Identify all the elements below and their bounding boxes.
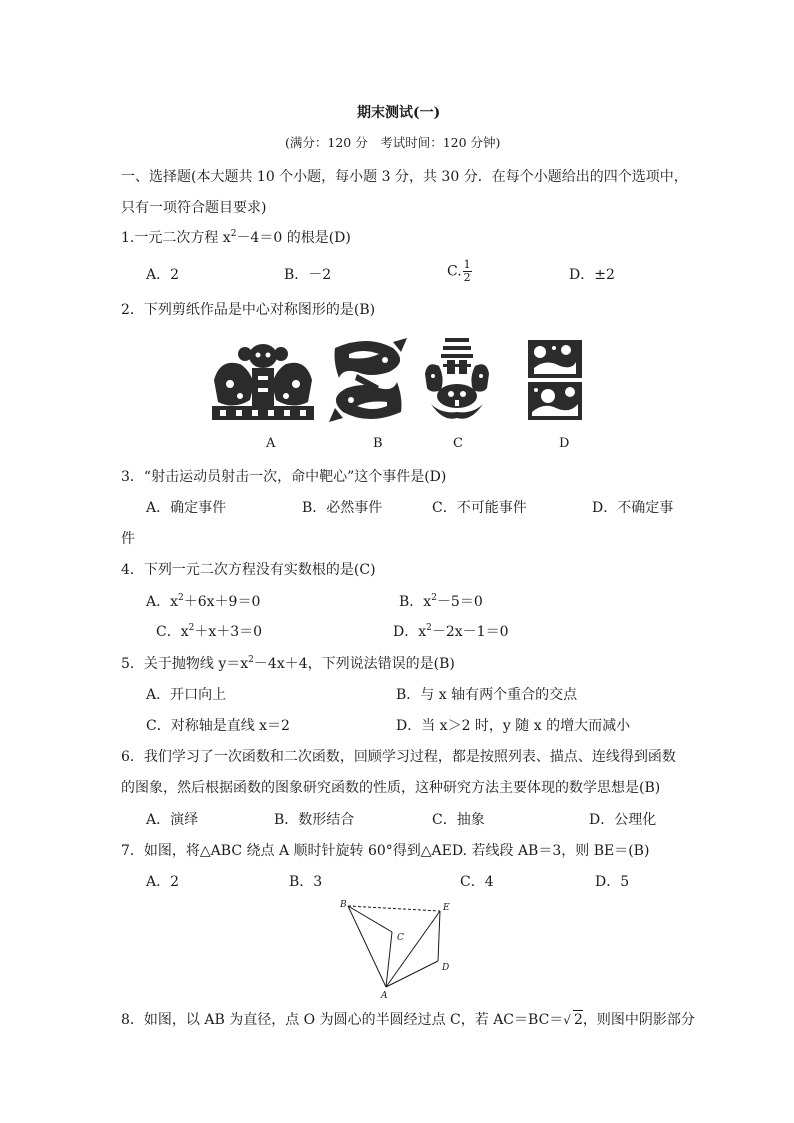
q5-stem-part: －4x＋4，下列说法错误的是(B) <box>253 656 455 672</box>
q3-option-a: A．确定事件 <box>146 500 227 516</box>
vertex-label-a: A <box>381 991 388 1001</box>
q4-superscript: 2 <box>188 623 195 633</box>
q1-stem-part: －4＝0 的根是(D) <box>236 230 351 246</box>
q4-superscript: 2 <box>431 593 437 603</box>
q3-option-b: B．必然事件 <box>302 500 383 516</box>
vertex-label-c: C <box>397 933 404 943</box>
q5-option-b: B．与 x 轴有两个重合的交点 <box>396 687 578 703</box>
q4-option-d <box>393 623 508 641</box>
figure-label-c: C <box>453 436 463 451</box>
q8-stem-part: ，则图中阴影部分 <box>582 1012 695 1028</box>
q5-option-d: D．当 x＞2 时，y 随 x 的增大而减小 <box>396 718 631 734</box>
q8-sqrt-radicand: 2 <box>573 1012 583 1028</box>
page-subtitle: (满分：120 分 考试时间：120 分钟) <box>285 135 501 150</box>
q1-superscript: 2 <box>230 229 237 239</box>
section-instructions-line1: 一、选择题(本大题共 10 个小题，每小题 3 分，共 30 分．在每个小题给出的四个选项中， <box>121 169 688 185</box>
paper-cut-c-image <box>423 338 491 422</box>
question-6-line1: 6．我们学习了一次函数和二次函数，回顾学习过程，都是按照列表、描点、连线得到函数 <box>121 749 676 765</box>
q8-stem-part: 8．如图，以 AB 为直径，点 O 为圆心的半圆经过点 C，若 AC＝BC＝ <box>121 1012 564 1028</box>
figure-label-a: A <box>266 436 276 451</box>
q6-option-d: D．公理化 <box>589 812 657 828</box>
question-8-stem: 8．如图，以 AB 为直径，点 O 为圆心的半圆经过点 C，若 AC＝BC＝√ 2，则图中阴影部分 <box>121 1012 695 1028</box>
q7-option-b: B．3 <box>289 874 323 890</box>
question-5-stem <box>121 655 455 673</box>
q5-option-a: A．开口向上 <box>146 687 227 703</box>
vertex-label-d: D <box>442 963 450 973</box>
rotation-triangle-figure <box>336 896 460 1002</box>
q5-stem-part: 5．关于抛物线 y＝x <box>121 656 249 672</box>
question-2-stem: 2．下列剪纸作品是中心对称图形的是(B) <box>121 302 376 318</box>
q1-option-c <box>447 259 472 284</box>
q3-option-d-wrap: 件 <box>121 531 135 547</box>
question-1-stem <box>121 229 351 247</box>
section-instructions-line2: 只有一项符合题目要求) <box>121 200 267 216</box>
q1-fraction <box>463 259 472 284</box>
fraction-numerator: 1 <box>463 258 471 271</box>
q4-option-a <box>146 593 260 611</box>
q5-superscript: 2 <box>248 655 254 665</box>
question-7-stem: 7．如图，将△ABC 绕点 A 顺时针旋转 60°得到△AED. 若线段 AB＝3，则 BE＝(B) <box>121 843 650 859</box>
q4-option-d-text: －2x－1＝0 <box>431 624 509 640</box>
q4-option-c-text: ＋x＋3＝0 <box>194 624 263 640</box>
q1-option-d: D．±2 <box>569 267 615 283</box>
q5-option-c: C．对称轴是直线 x＝2 <box>146 718 290 734</box>
vertex-label-e: E <box>443 903 450 913</box>
q4-option-a-text: ＋6x＋9＝0 <box>183 594 261 610</box>
vertex-label-b: B <box>340 900 347 910</box>
page-title: 期末测试(一) <box>357 105 441 121</box>
question-3-stem: 3．“射击运动员射击一次，命中靶心”这个事件是(D) <box>121 469 447 485</box>
question-4-stem: 4．下列一元二次方程没有实数根的是(C) <box>121 562 376 578</box>
q1-option-a: A．2 <box>146 267 180 283</box>
figure-label-d: D <box>559 436 570 451</box>
q6-option-a: A．演绎 <box>146 812 199 828</box>
q4-option-b-text: －5＝0 <box>436 594 483 610</box>
figure-label-b: B <box>373 436 383 451</box>
q3-option-d: D．不确定事 <box>592 500 674 516</box>
q4-option-b-text: B．x <box>399 594 432 610</box>
q4-superscript: 2 <box>178 593 184 603</box>
q4-option-b <box>399 593 483 611</box>
q4-option-a-text: A．x <box>146 594 179 610</box>
q4-option-d-text: D．x <box>393 624 427 640</box>
q4-option-c-text: C．x <box>156 624 189 640</box>
q3-option-c: C．不可能事件 <box>432 500 527 516</box>
q4-superscript: 2 <box>426 623 432 633</box>
q1-option-c-prefix: C. <box>447 263 462 280</box>
q4-option-c <box>156 623 262 641</box>
fraction-denominator: 2 <box>463 271 471 284</box>
paper-cut-b-image <box>327 338 409 422</box>
q7-option-d: D．5 <box>595 874 630 890</box>
paper-cut-a-image <box>210 340 316 422</box>
q6-option-b: B．数形结合 <box>274 812 355 828</box>
q6-option-c: C．抽象 <box>432 812 485 828</box>
q1-stem-part: 1.一元二次方程 x <box>121 230 231 246</box>
q7-option-c: C．4 <box>460 874 494 890</box>
question-6-line2: 的图象，然后根据函数的图象研究函数的性质，这种研究方法主要体现的数学思想是(B) <box>121 780 661 796</box>
paper-cut-d-image <box>526 338 584 422</box>
q7-option-a: A．2 <box>146 874 180 890</box>
q1-option-b: B．－2 <box>284 267 332 283</box>
